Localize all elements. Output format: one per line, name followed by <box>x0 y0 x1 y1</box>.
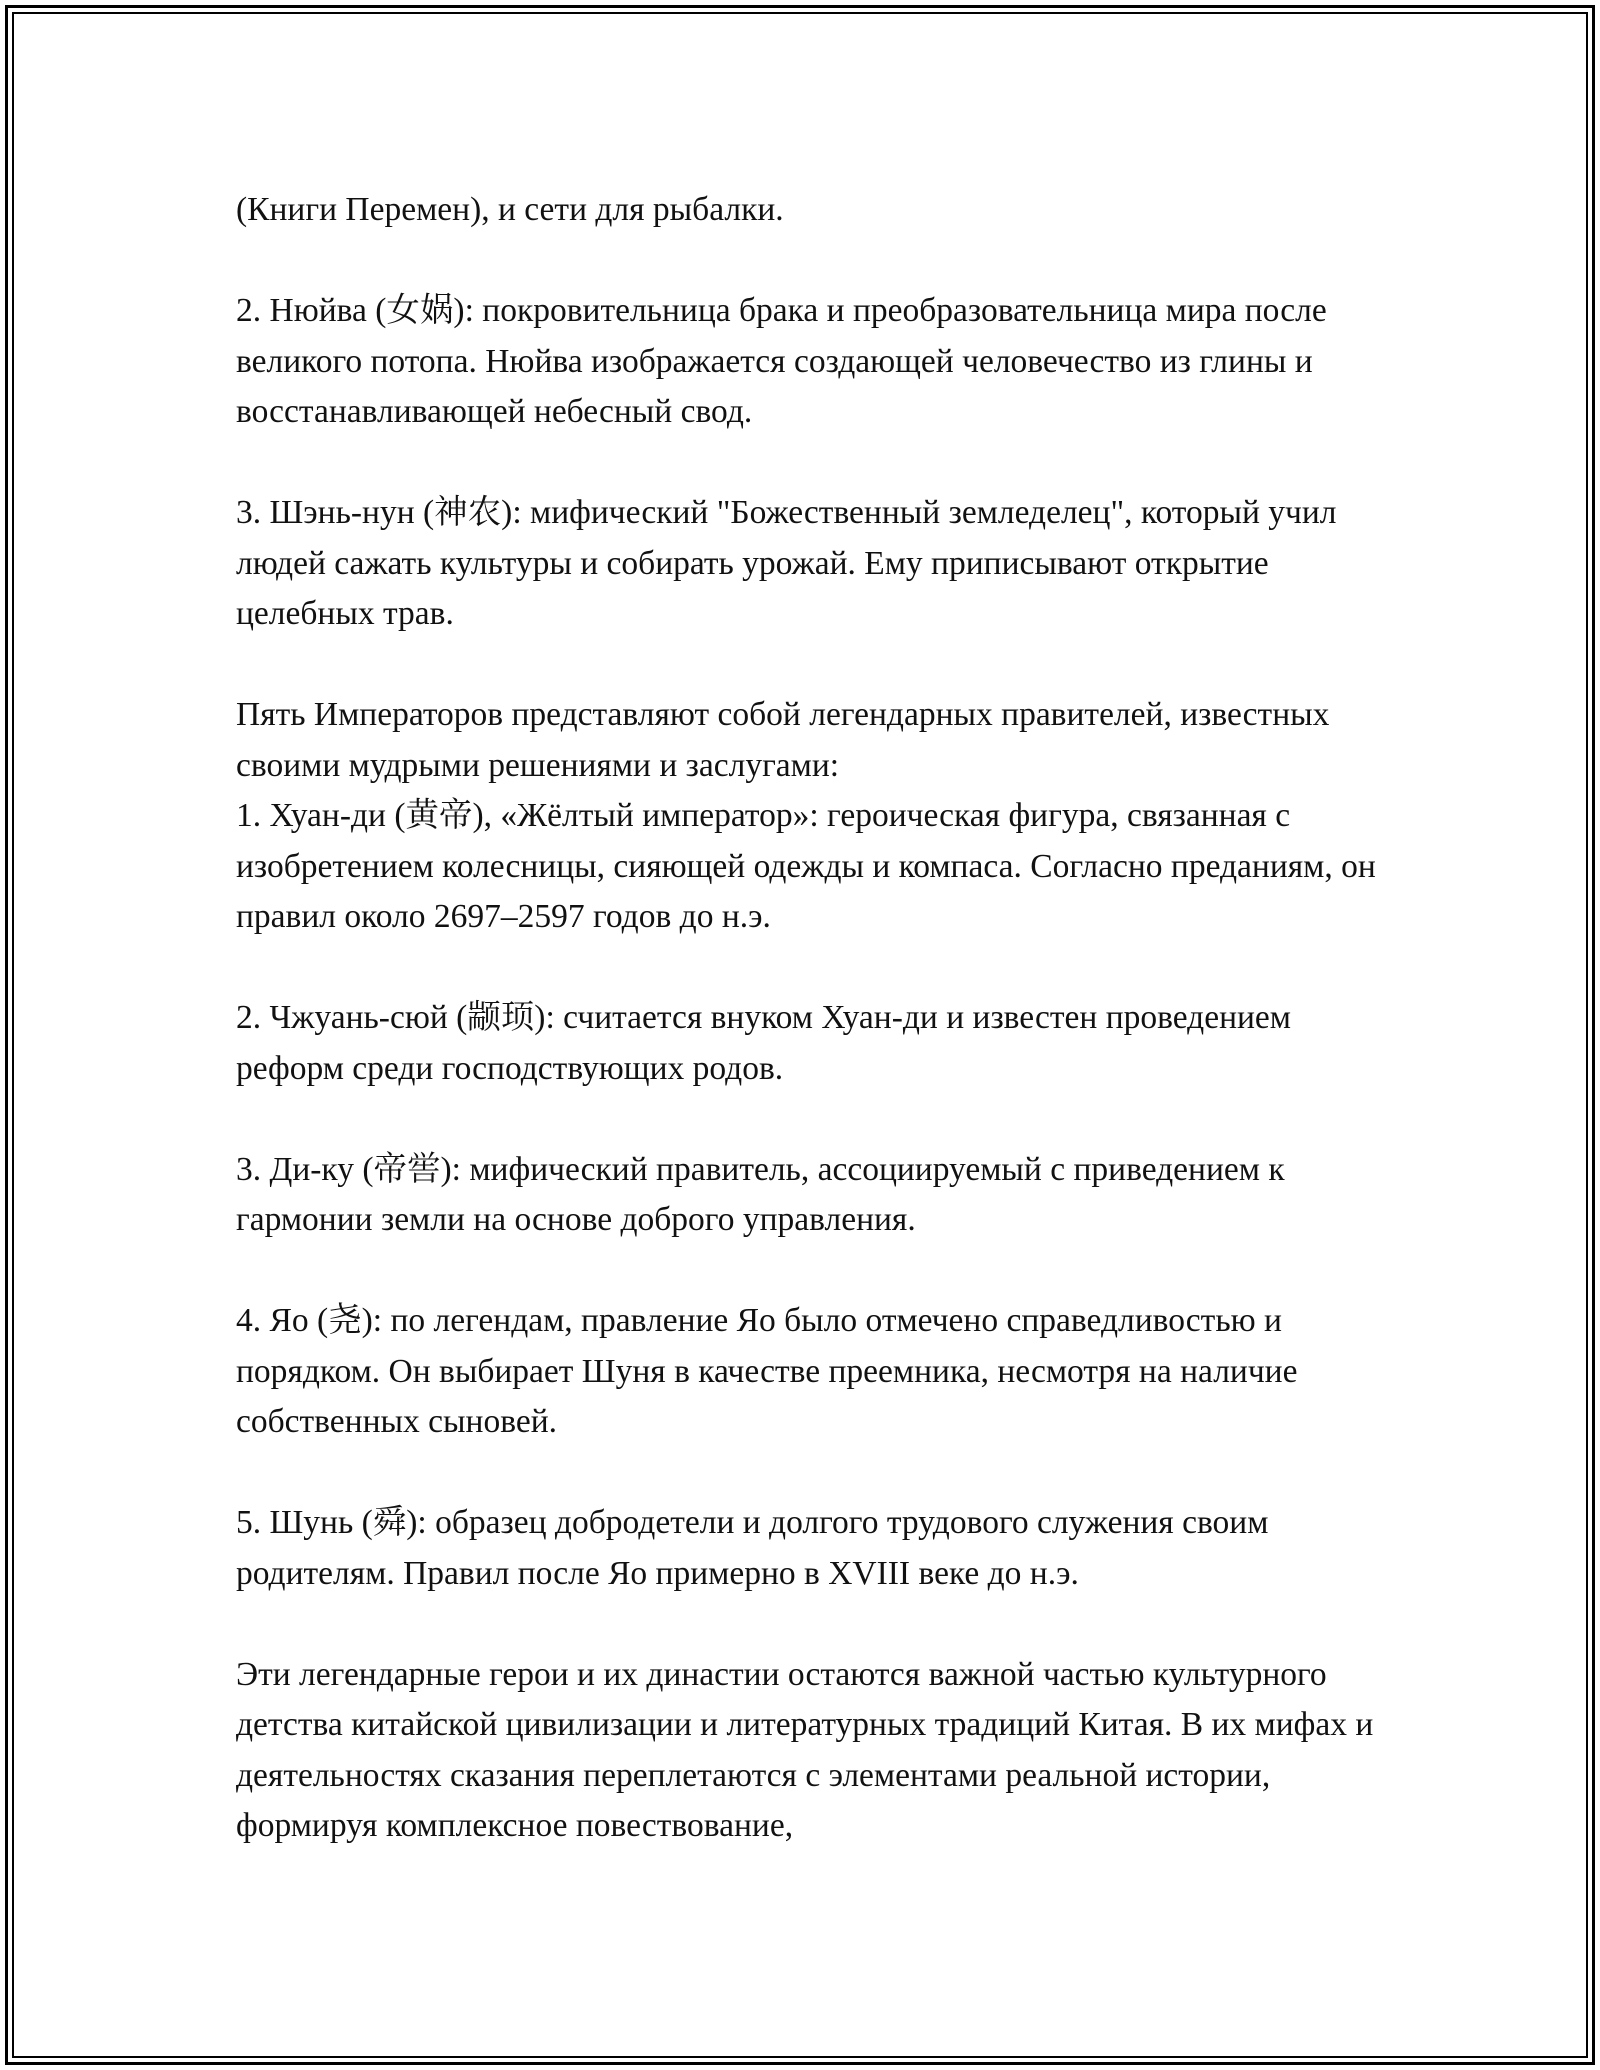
paragraph-huangdi: 1. Хуан-ди (黄帝), «Жёлтый император»: героическая фигура, связанная с изобретением колесницы, сияющей одежды и компаса. Согласно преданиям, он правил около 2697–2597 годов до н.э. <box>236 797 1376 935</box>
paragraph-yao: 4. Яо (尧): по легендам, правление Яо было отмечено справедливостью и порядком. Он выбирает Шуня в качестве преемника, несмотря на наличие собственных сыновей. <box>236 1302 1298 1440</box>
document-body <box>236 185 1386 1852</box>
paragraph-diku: 3. Ди-ку (帝喾): мифический правитель, ассоциируемый с приведением к гармонии земли на основе доброго управления. <box>236 1150 1285 1238</box>
paragraph-spacer <box>236 943 1386 994</box>
paragraph-shennong: 3. Шэнь-нун (神农): мифический "Божественный земледелец", который учил людей сажать культуры и собирать урожай. Ему приписывают открытие целебных трав. <box>236 494 1337 632</box>
paragraph-spacer <box>236 1094 1386 1145</box>
paragraph-nuwa: 2. Нюйва (女娲): покровительница брака и преобразовательница мира после великого потопа. Нюйва изображается создающей человечество из глины и восстанавливающей небесный свод. <box>236 292 1327 430</box>
paragraph-spacer <box>236 438 1386 489</box>
paragraph-spacer <box>236 236 1386 287</box>
paragraph-spacer <box>236 1599 1386 1650</box>
paragraph-spacer <box>236 1246 1386 1297</box>
paragraph-spacer <box>236 640 1386 691</box>
paragraph-shun: 5. Шунь (舜): образец добродетели и долгого трудового служения своим родителям. Правил после Яо примерно в XVIII веке до н.э. <box>236 1504 1269 1592</box>
paragraph-zhuanxu: 2. Чжуань-сюй (颛顼): считается внуком Хуан-ди и известен проведением реформ среди господствующих родов. <box>236 999 1292 1087</box>
paragraph-spacer <box>236 1448 1386 1499</box>
paragraph-five-emperors-intro: Пять Императоров представляют собой легендарных правителей, известных своими мудрыми решениями и заслугами: <box>236 696 1330 784</box>
paragraph-continuation: (Книги Перемен), и сети для рыбалки. <box>236 191 784 228</box>
paragraph-conclusion: Эти легендарные герои и их династии остаются важной частью культурного детства китайской цивилизации и литературных традиций Китая. В их мифах и деятельностях сказания переплетаются с элементами реальной истории, формируя комплексное повествование, <box>236 1655 1374 1844</box>
